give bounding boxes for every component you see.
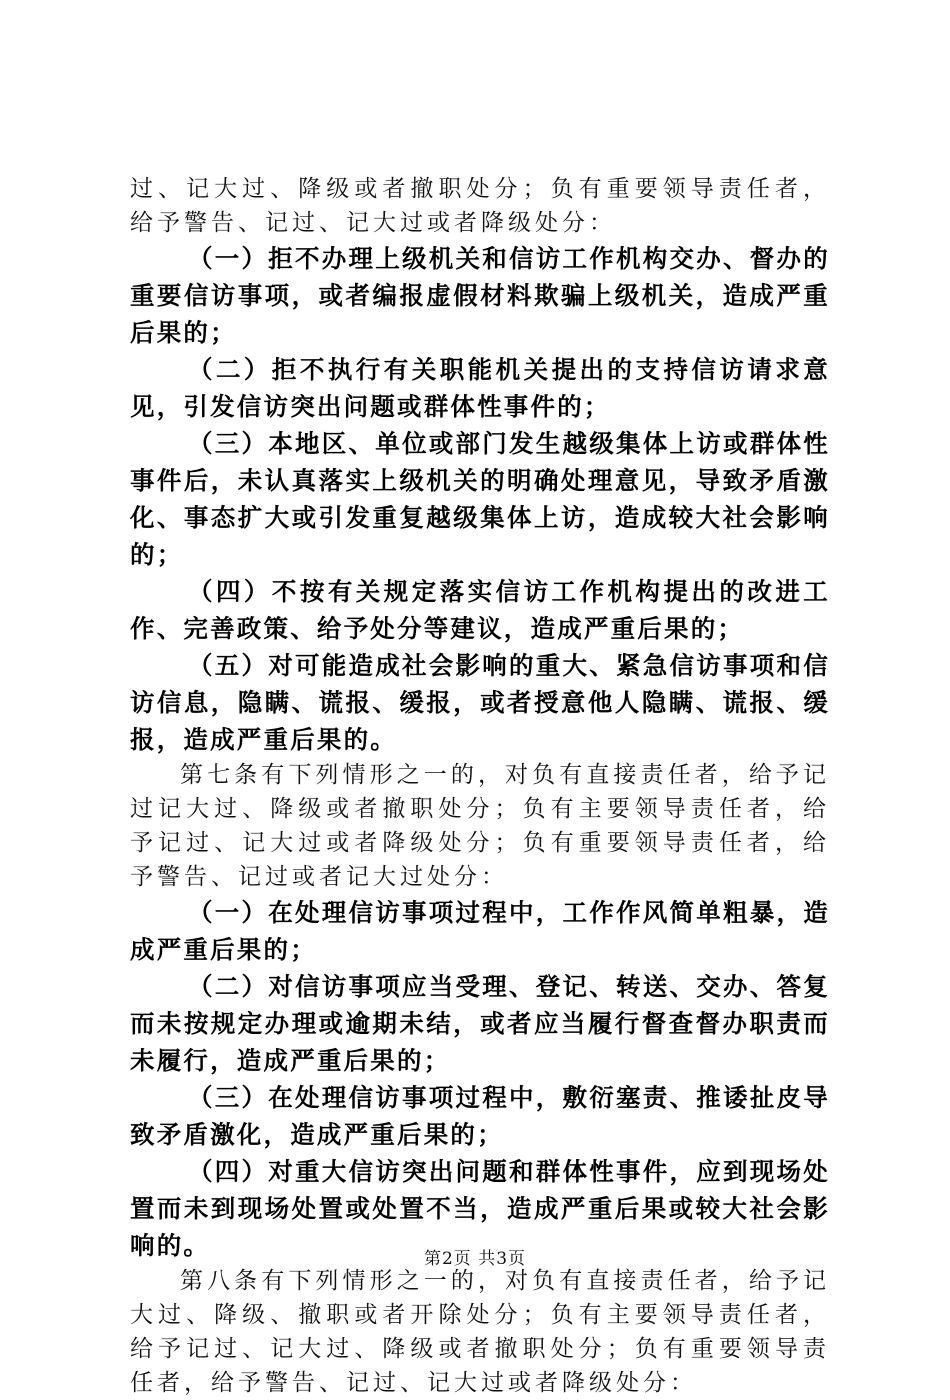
list-item-2: （二）拒不执行有关职能机关提出的支持信访请求意见，引发信访突出问题或群体性事件的；: [130, 355, 830, 421]
document-body: [130, 172, 830, 1400]
article-8: 第八条有下列情形之一的，对负有直接责任者，给予记大过、降级、撤职或者开除处分；负有主要领导责任者，给予记过、记大过、降级或者撤职处分；负有重要领导责任者，给予警告、记过、记大过或者降级处分：: [130, 1268, 830, 1396]
paragraph-continuation: 过、记大过、降级或者撤职处分；负有重要领导责任者，给予警告、记过、记大过或者降级处分：: [130, 176, 830, 236]
page-number-footer: 第2页 共3页: [423, 1249, 527, 1269]
article-7-item-4: （四）对重大信访突出问题和群体性事件，应到现场处置而未到现场处置或处置不当，造成严重后果或较大社会影响的。: [130, 1157, 830, 1260]
article-7-item-3: （三）在处理信访事项过程中，敷衍塞责、推诿扯皮导致矛盾激化，造成严重后果的；: [130, 1083, 830, 1149]
list-item-4: （四）不按有关规定落实信访工作机构提出的改进工作、完善政策、给予处分等建议，造成严重后果的；: [130, 577, 830, 643]
list-item-5: （五）对可能造成社会影响的重大、紧急信访事项和信访信息，隐瞒、谎报、缓报，或者授意他人隐瞒、谎报、缓报，造成严重后果的。: [130, 651, 830, 754]
list-item-1: （一）拒不办理上级机关和信访工作机构交办、督办的重要信访事项，或者编报虚假材料欺骗上级机关，造成严重后果的；: [130, 244, 830, 347]
article-7: 第七条有下列情形之一的，对负有直接责任者，给予记过记大过、降级或者撤职处分；负有主要领导责任者，给予记过、记大过或者降级处分；负有重要领导责任者，给予警告、记过或者记大过处分：: [130, 762, 830, 890]
article-7-item-1: （一）在处理信访事项过程中，工作作风简单粗暴，造成严重后果的；: [130, 898, 830, 964]
list-item-3: （三）本地区、单位或部门发生越级集体上访或群体性事件后，未认真落实上级机关的明确处理意见，导致矛盾激化、事态扩大或引发重复越级集体上访，造成较大社会影响的；: [130, 429, 830, 569]
article-7-item-2: （二）对信访事项应当受理、登记、转送、交办、答复而未按规定办理或逾期未结，或者应当履行督查督办职责而未履行，造成严重后果的；: [130, 972, 830, 1075]
